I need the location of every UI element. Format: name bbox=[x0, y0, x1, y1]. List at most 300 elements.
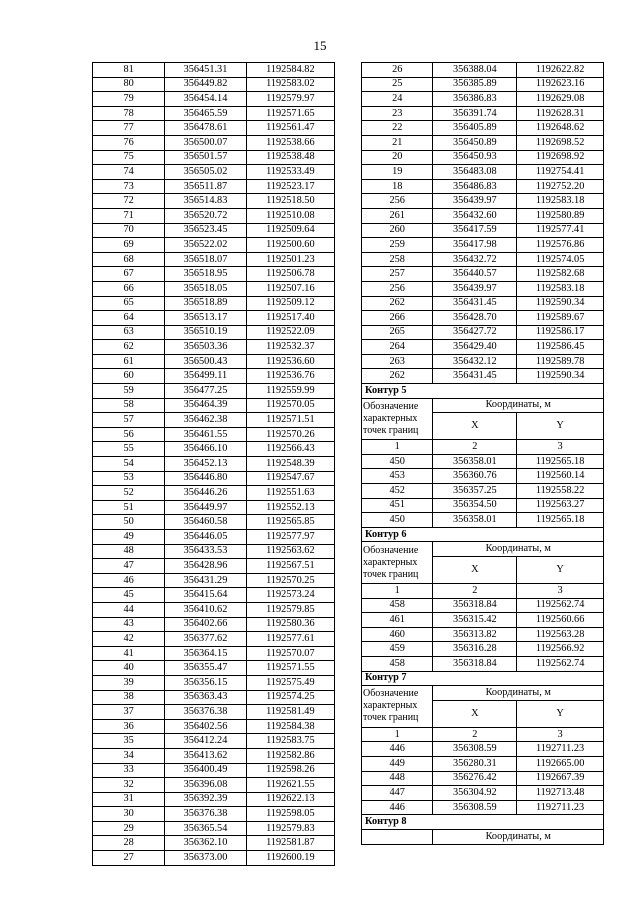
table-row bbox=[93, 807, 335, 822]
x-coordinate-cell: 356452.13 bbox=[165, 457, 246, 472]
point-number-cell: 52 bbox=[93, 486, 165, 501]
point-number-cell: 451 bbox=[362, 498, 433, 513]
point-number-cell: 54 bbox=[93, 457, 165, 472]
point-number-cell: 68 bbox=[93, 252, 165, 267]
y-coordinate-cell: 1192583.75 bbox=[246, 734, 334, 749]
x-coordinate-cell: 356304.92 bbox=[433, 786, 517, 801]
x-coordinate-cell: 356499.11 bbox=[165, 369, 246, 384]
y-coordinate-cell: 1192565.85 bbox=[246, 515, 334, 530]
y-coordinate-cell: 1192538.48 bbox=[246, 150, 334, 165]
table-row bbox=[362, 325, 604, 340]
point-number-cell: 64 bbox=[93, 311, 165, 326]
point-number-cell: 261 bbox=[362, 208, 433, 223]
point-number-cell: 31 bbox=[93, 792, 165, 807]
table-header-row bbox=[362, 542, 604, 557]
column-number-row bbox=[362, 584, 604, 599]
x-coordinate-cell: 356362.10 bbox=[165, 836, 246, 851]
x-coordinate-cell: 356385.89 bbox=[433, 77, 517, 92]
table-row bbox=[362, 252, 604, 267]
point-number-cell: 63 bbox=[93, 325, 165, 340]
y-coordinate-cell: 1192548.39 bbox=[246, 457, 334, 472]
y-coordinate-cell: 1192565.18 bbox=[517, 454, 604, 469]
contour-title: Контур 7 bbox=[362, 671, 604, 686]
x-coordinate-cell: 356518.89 bbox=[165, 296, 246, 311]
contour-title-row bbox=[362, 671, 604, 686]
designation-header-line: точек границ bbox=[363, 712, 419, 724]
table-row bbox=[362, 369, 604, 384]
y-coordinate-cell: 1192622.13 bbox=[246, 792, 334, 807]
y-coordinate-cell: 1192665.00 bbox=[517, 756, 604, 771]
x-coordinate-cell: 356461.55 bbox=[165, 427, 246, 442]
point-number-cell: 262 bbox=[362, 369, 433, 384]
x-coordinate-cell: 356505.02 bbox=[165, 165, 246, 180]
x-coordinate-cell: 356431.45 bbox=[433, 296, 517, 311]
y-coordinate-cell: 1192571.65 bbox=[246, 106, 334, 121]
point-number-cell: 453 bbox=[362, 469, 433, 484]
y-coordinate-cell: 1192600.19 bbox=[246, 851, 334, 866]
point-number-cell: 28 bbox=[93, 836, 165, 851]
point-number-cell: 75 bbox=[93, 150, 165, 165]
y-coordinate-cell: 1192580.36 bbox=[246, 617, 334, 632]
contour-title: Контур 5 bbox=[362, 384, 604, 399]
point-number-cell: 461 bbox=[362, 613, 433, 628]
point-number-cell: 45 bbox=[93, 588, 165, 603]
point-number-cell: 80 bbox=[93, 77, 165, 92]
table-row bbox=[362, 642, 604, 657]
column-number-cell: 2 bbox=[433, 584, 517, 599]
coordinates-table-right bbox=[361, 62, 604, 845]
y-coordinate-cell: 1192577.61 bbox=[246, 632, 334, 647]
x-coordinate-cell: 356514.83 bbox=[165, 194, 246, 209]
table-row bbox=[93, 719, 335, 734]
table-row bbox=[93, 500, 335, 515]
y-coordinate-cell: 1192711.23 bbox=[517, 742, 604, 757]
x-coordinate-cell: 356316.28 bbox=[433, 642, 517, 657]
table-header-row bbox=[362, 686, 604, 701]
y-coordinate-cell: 1192582.86 bbox=[246, 748, 334, 763]
y-coordinate-cell: 1192501.23 bbox=[246, 252, 334, 267]
designation-header-line: точек границ bbox=[363, 568, 419, 580]
table-row bbox=[93, 588, 335, 603]
point-number-cell: 257 bbox=[362, 267, 433, 282]
table-row bbox=[93, 646, 335, 661]
table-row bbox=[93, 690, 335, 705]
table-row bbox=[362, 296, 604, 311]
x-coordinate-cell: 356396.08 bbox=[165, 778, 246, 793]
table-row bbox=[93, 515, 335, 530]
y-coordinate-cell: 1192570.25 bbox=[246, 573, 334, 588]
coordinates-table-left bbox=[92, 62, 335, 866]
point-number-cell: 79 bbox=[93, 92, 165, 107]
y-coordinate-cell: 1192667.39 bbox=[517, 771, 604, 786]
table-row bbox=[93, 77, 335, 92]
point-number-cell: 48 bbox=[93, 544, 165, 559]
x-coordinate-cell: 356466.10 bbox=[165, 442, 246, 457]
point-number-cell: 20 bbox=[362, 150, 433, 165]
x-coordinate-cell: 356449.97 bbox=[165, 500, 246, 515]
coordinates-header: Координаты, м bbox=[433, 686, 604, 701]
point-number-cell: 57 bbox=[93, 413, 165, 428]
designation-header-line: характерных bbox=[363, 556, 418, 568]
table-row bbox=[362, 150, 604, 165]
y-coordinate-cell: 1192623.16 bbox=[517, 77, 604, 92]
table-row bbox=[362, 627, 604, 642]
x-coordinate-cell: 356501.57 bbox=[165, 150, 246, 165]
x-coordinate-cell: 356427.72 bbox=[433, 325, 517, 340]
table-row bbox=[362, 106, 604, 121]
y-coordinate-cell: 1192575.49 bbox=[246, 675, 334, 690]
table-row bbox=[362, 598, 604, 613]
y-coordinate-cell: 1192509.64 bbox=[246, 223, 334, 238]
x-coordinate-cell: 356440.57 bbox=[433, 267, 517, 282]
point-number-cell: 44 bbox=[93, 602, 165, 617]
point-number-cell: 62 bbox=[93, 340, 165, 355]
point-number-cell: 266 bbox=[362, 311, 433, 326]
x-coordinate-cell: 356357.25 bbox=[433, 484, 517, 499]
point-number-cell: 452 bbox=[362, 484, 433, 499]
point-number-cell: 76 bbox=[93, 135, 165, 150]
table-row bbox=[93, 573, 335, 588]
x-coordinate-cell: 356450.93 bbox=[433, 150, 517, 165]
x-coordinate-cell: 356392.39 bbox=[165, 792, 246, 807]
table-row bbox=[362, 267, 604, 282]
point-number-cell: 51 bbox=[93, 500, 165, 515]
x-coordinate-cell: 356486.83 bbox=[433, 179, 517, 194]
y-coordinate-cell: 1192586.45 bbox=[517, 340, 604, 355]
point-number-cell: 265 bbox=[362, 325, 433, 340]
x-coordinate-cell: 356431.45 bbox=[433, 369, 517, 384]
table-row bbox=[93, 325, 335, 340]
coordinates-header: Координаты, м bbox=[433, 542, 604, 557]
point-number-cell: 70 bbox=[93, 223, 165, 238]
point-number-cell: 29 bbox=[93, 821, 165, 836]
column-number-cell: 3 bbox=[517, 584, 604, 599]
point-number-cell: 263 bbox=[362, 354, 433, 369]
table-row bbox=[93, 836, 335, 851]
x-coordinate-cell: 356451.31 bbox=[165, 63, 246, 78]
table-row bbox=[362, 311, 604, 326]
y-coordinate-cell: 1192598.26 bbox=[246, 763, 334, 778]
point-number-cell: 25 bbox=[362, 77, 433, 92]
x-coordinate-cell: 356365.54 bbox=[165, 821, 246, 836]
contour-title: Контур 8 bbox=[362, 815, 604, 830]
x-coordinate-cell: 356428.70 bbox=[433, 311, 517, 326]
y-coordinate-cell: 1192648.62 bbox=[517, 121, 604, 136]
x-coordinate-cell: 356431.29 bbox=[165, 573, 246, 588]
point-number-cell: 40 bbox=[93, 661, 165, 676]
column-number-cell: 2 bbox=[433, 727, 517, 742]
point-number-cell: 77 bbox=[93, 121, 165, 136]
y-coordinate-cell: 1192584.82 bbox=[246, 63, 334, 78]
x-coordinate-cell: 356432.60 bbox=[433, 208, 517, 223]
y-coordinate-cell: 1192561.47 bbox=[246, 121, 334, 136]
point-number-cell: 55 bbox=[93, 442, 165, 457]
contour-title-row bbox=[362, 527, 604, 542]
y-header: Y bbox=[517, 557, 604, 584]
table-header-row bbox=[362, 829, 604, 844]
y-coordinate-cell: 1192518.50 bbox=[246, 194, 334, 209]
column-number-cell: 2 bbox=[433, 440, 517, 455]
x-coordinate-cell: 356373.00 bbox=[165, 851, 246, 866]
table-row bbox=[362, 771, 604, 786]
table-row bbox=[93, 106, 335, 121]
table-row bbox=[362, 77, 604, 92]
point-number-cell: 21 bbox=[362, 135, 433, 150]
x-coordinate-cell: 356386.83 bbox=[433, 92, 517, 107]
y-coordinate-cell: 1192536.76 bbox=[246, 369, 334, 384]
point-number-cell: 447 bbox=[362, 786, 433, 801]
y-coordinate-cell: 1192589.78 bbox=[517, 354, 604, 369]
point-number-cell: 256 bbox=[362, 281, 433, 296]
point-number-cell: 458 bbox=[362, 598, 433, 613]
x-coordinate-cell: 356360.76 bbox=[433, 469, 517, 484]
x-coordinate-cell: 356355.47 bbox=[165, 661, 246, 676]
table-row bbox=[93, 530, 335, 545]
designation-header-line: точек границ bbox=[363, 424, 419, 436]
y-coordinate-cell: 1192577.97 bbox=[246, 530, 334, 545]
y-coordinate-cell: 1192563.62 bbox=[246, 544, 334, 559]
column-number-row bbox=[362, 727, 604, 742]
table-row bbox=[362, 469, 604, 484]
designation-header bbox=[362, 686, 433, 728]
point-number-cell: 34 bbox=[93, 748, 165, 763]
x-coordinate-cell: 356464.39 bbox=[165, 398, 246, 413]
y-coordinate-cell: 1192711.23 bbox=[517, 800, 604, 815]
x-coordinate-cell: 356522.02 bbox=[165, 238, 246, 253]
point-number-cell: 59 bbox=[93, 384, 165, 399]
y-coordinate-cell: 1192565.18 bbox=[517, 513, 604, 528]
y-coordinate-cell: 1192538.66 bbox=[246, 135, 334, 150]
designation-header bbox=[362, 398, 433, 440]
table-header-row bbox=[362, 398, 604, 413]
x-coordinate-cell: 356412.24 bbox=[165, 734, 246, 749]
y-coordinate-cell: 1192698.52 bbox=[517, 135, 604, 150]
table-row bbox=[362, 194, 604, 209]
designation-header-line: Обозначение bbox=[363, 544, 419, 556]
point-number-cell: 56 bbox=[93, 427, 165, 442]
column-number-cell: 1 bbox=[362, 727, 433, 742]
x-coordinate-cell: 356356.15 bbox=[165, 675, 246, 690]
point-number-cell: 259 bbox=[362, 238, 433, 253]
x-coordinate-cell: 356428.96 bbox=[165, 559, 246, 574]
column-number-cell: 3 bbox=[517, 440, 604, 455]
y-coordinate-cell: 1192580.89 bbox=[517, 208, 604, 223]
y-coordinate-cell: 1192574.05 bbox=[517, 252, 604, 267]
y-coordinate-cell: 1192589.67 bbox=[517, 311, 604, 326]
table-row bbox=[362, 165, 604, 180]
x-coordinate-cell: 356500.07 bbox=[165, 135, 246, 150]
point-number-cell: 458 bbox=[362, 656, 433, 671]
table-row bbox=[362, 800, 604, 815]
table-row bbox=[93, 194, 335, 209]
y-coordinate-cell: 1192570.05 bbox=[246, 398, 334, 413]
y-coordinate-cell: 1192566.92 bbox=[517, 642, 604, 657]
point-number-cell: 46 bbox=[93, 573, 165, 588]
point-number-cell: 18 bbox=[362, 179, 433, 194]
contour-title-row bbox=[362, 384, 604, 399]
x-coordinate-cell: 356308.59 bbox=[433, 800, 517, 815]
y-coordinate-cell: 1192500.60 bbox=[246, 238, 334, 253]
table-row bbox=[93, 340, 335, 355]
designation-header-line: характерных bbox=[363, 412, 418, 424]
x-coordinate-cell: 356432.12 bbox=[433, 354, 517, 369]
point-number-cell: 71 bbox=[93, 208, 165, 223]
column-number-row bbox=[362, 440, 604, 455]
point-number-cell: 74 bbox=[93, 165, 165, 180]
point-number-cell: 256 bbox=[362, 194, 433, 209]
x-coordinate-cell: 356439.97 bbox=[433, 194, 517, 209]
table-row bbox=[93, 311, 335, 326]
y-coordinate-cell: 1192598.05 bbox=[246, 807, 334, 822]
y-coordinate-cell: 1192629.08 bbox=[517, 92, 604, 107]
table-row bbox=[362, 354, 604, 369]
x-coordinate-cell: 356358.01 bbox=[433, 513, 517, 528]
x-coordinate-cell: 356318.84 bbox=[433, 598, 517, 613]
point-number-cell: 49 bbox=[93, 530, 165, 545]
designation-header-empty bbox=[362, 829, 433, 844]
y-coordinate-cell: 1192571.55 bbox=[246, 661, 334, 676]
x-coordinate-cell: 356400.49 bbox=[165, 763, 246, 778]
x-coordinate-cell: 356402.56 bbox=[165, 719, 246, 734]
y-coordinate-cell: 1192510.08 bbox=[246, 208, 334, 223]
point-number-cell: 262 bbox=[362, 296, 433, 311]
table-row bbox=[362, 121, 604, 136]
column-number-cell: 3 bbox=[517, 727, 604, 742]
point-number-cell: 32 bbox=[93, 778, 165, 793]
table-row bbox=[93, 427, 335, 442]
x-coordinate-cell: 356511.87 bbox=[165, 179, 246, 194]
x-coordinate-cell: 356449.82 bbox=[165, 77, 246, 92]
table-row bbox=[93, 252, 335, 267]
x-coordinate-cell: 356413.62 bbox=[165, 748, 246, 763]
x-header: X bbox=[433, 700, 517, 727]
table-row bbox=[93, 851, 335, 866]
point-number-cell: 78 bbox=[93, 106, 165, 121]
y-coordinate-cell: 1192621.55 bbox=[246, 778, 334, 793]
x-coordinate-cell: 356446.26 bbox=[165, 486, 246, 501]
table-row bbox=[362, 656, 604, 671]
y-coordinate-cell: 1192570.07 bbox=[246, 646, 334, 661]
y-coordinate-cell: 1192582.68 bbox=[517, 267, 604, 282]
table-row bbox=[93, 821, 335, 836]
x-coordinate-cell: 356503.36 bbox=[165, 340, 246, 355]
table-row bbox=[93, 223, 335, 238]
table-row bbox=[93, 559, 335, 574]
table-row bbox=[93, 238, 335, 253]
point-number-cell: 66 bbox=[93, 281, 165, 296]
x-coordinate-cell: 356429.40 bbox=[433, 340, 517, 355]
y-coordinate-cell: 1192506.78 bbox=[246, 267, 334, 282]
table-row bbox=[93, 471, 335, 486]
y-coordinate-cell: 1192560.66 bbox=[517, 613, 604, 628]
y-coordinate-cell: 1192579.97 bbox=[246, 92, 334, 107]
coordinates-header: Координаты, м bbox=[433, 398, 604, 413]
table-row bbox=[93, 442, 335, 457]
point-number-cell: 264 bbox=[362, 340, 433, 355]
x-header: X bbox=[433, 413, 517, 440]
table-row bbox=[93, 179, 335, 194]
point-number-cell: 33 bbox=[93, 763, 165, 778]
table-row bbox=[93, 792, 335, 807]
y-coordinate-cell: 1192571.51 bbox=[246, 413, 334, 428]
contour-title-row bbox=[362, 815, 604, 830]
table-row bbox=[93, 632, 335, 647]
table-row bbox=[362, 179, 604, 194]
y-coordinate-cell: 1192581.87 bbox=[246, 836, 334, 851]
table-row bbox=[362, 742, 604, 757]
x-coordinate-cell: 356446.05 bbox=[165, 530, 246, 545]
x-coordinate-cell: 356460.58 bbox=[165, 515, 246, 530]
point-number-cell: 58 bbox=[93, 398, 165, 413]
designation-header bbox=[362, 542, 433, 584]
y-coordinate-cell: 1192586.17 bbox=[517, 325, 604, 340]
y-coordinate-cell: 1192566.43 bbox=[246, 442, 334, 457]
column-number-cell: 1 bbox=[362, 440, 433, 455]
coordinates-header: Координаты, м bbox=[433, 829, 604, 844]
point-number-cell: 449 bbox=[362, 756, 433, 771]
point-number-cell: 41 bbox=[93, 646, 165, 661]
x-coordinate-cell: 356433.53 bbox=[165, 544, 246, 559]
point-number-cell: 69 bbox=[93, 238, 165, 253]
x-coordinate-cell: 356518.05 bbox=[165, 281, 246, 296]
x-coordinate-cell: 356377.62 bbox=[165, 632, 246, 647]
table-row bbox=[93, 675, 335, 690]
y-coordinate-cell: 1192552.13 bbox=[246, 500, 334, 515]
table-row bbox=[93, 544, 335, 559]
y-coordinate-cell: 1192558.22 bbox=[517, 484, 604, 499]
x-coordinate-cell: 356364.15 bbox=[165, 646, 246, 661]
point-number-cell: 27 bbox=[93, 851, 165, 866]
point-number-cell: 36 bbox=[93, 719, 165, 734]
table-row bbox=[93, 135, 335, 150]
y-coordinate-cell: 1192567.51 bbox=[246, 559, 334, 574]
y-coordinate-cell: 1192547.67 bbox=[246, 471, 334, 486]
y-coordinate-cell: 1192570.26 bbox=[246, 427, 334, 442]
x-coordinate-cell: 356446.80 bbox=[165, 471, 246, 486]
point-number-cell: 460 bbox=[362, 627, 433, 642]
table-row bbox=[93, 661, 335, 676]
x-coordinate-cell: 356415.64 bbox=[165, 588, 246, 603]
y-coordinate-cell: 1192551.63 bbox=[246, 486, 334, 501]
x-coordinate-cell: 356308.59 bbox=[433, 742, 517, 757]
table-row bbox=[362, 484, 604, 499]
x-coordinate-cell: 356510.19 bbox=[165, 325, 246, 340]
point-number-cell: 23 bbox=[362, 106, 433, 121]
y-coordinate-cell: 1192562.74 bbox=[517, 656, 604, 671]
point-number-cell: 37 bbox=[93, 705, 165, 720]
table-row bbox=[93, 398, 335, 413]
x-coordinate-cell: 356354.50 bbox=[433, 498, 517, 513]
y-coordinate-cell: 1192507.16 bbox=[246, 281, 334, 296]
y-coordinate-cell: 1192583.18 bbox=[517, 194, 604, 209]
table-row bbox=[93, 369, 335, 384]
x-coordinate-cell: 356376.38 bbox=[165, 705, 246, 720]
y-coordinate-cell: 1192579.83 bbox=[246, 821, 334, 836]
table-row bbox=[362, 92, 604, 107]
x-coordinate-cell: 356477.25 bbox=[165, 384, 246, 399]
point-number-cell: 26 bbox=[362, 63, 433, 78]
point-number-cell: 43 bbox=[93, 617, 165, 632]
x-coordinate-cell: 356518.95 bbox=[165, 267, 246, 282]
point-number-cell: 47 bbox=[93, 559, 165, 574]
table-row bbox=[93, 121, 335, 136]
x-coordinate-cell: 356439.97 bbox=[433, 281, 517, 296]
y-coordinate-cell: 1192559.99 bbox=[246, 384, 334, 399]
y-coordinate-cell: 1192536.60 bbox=[246, 354, 334, 369]
y-header: Y bbox=[517, 413, 604, 440]
x-coordinate-cell: 356363.43 bbox=[165, 690, 246, 705]
x-coordinate-cell: 356315.42 bbox=[433, 613, 517, 628]
